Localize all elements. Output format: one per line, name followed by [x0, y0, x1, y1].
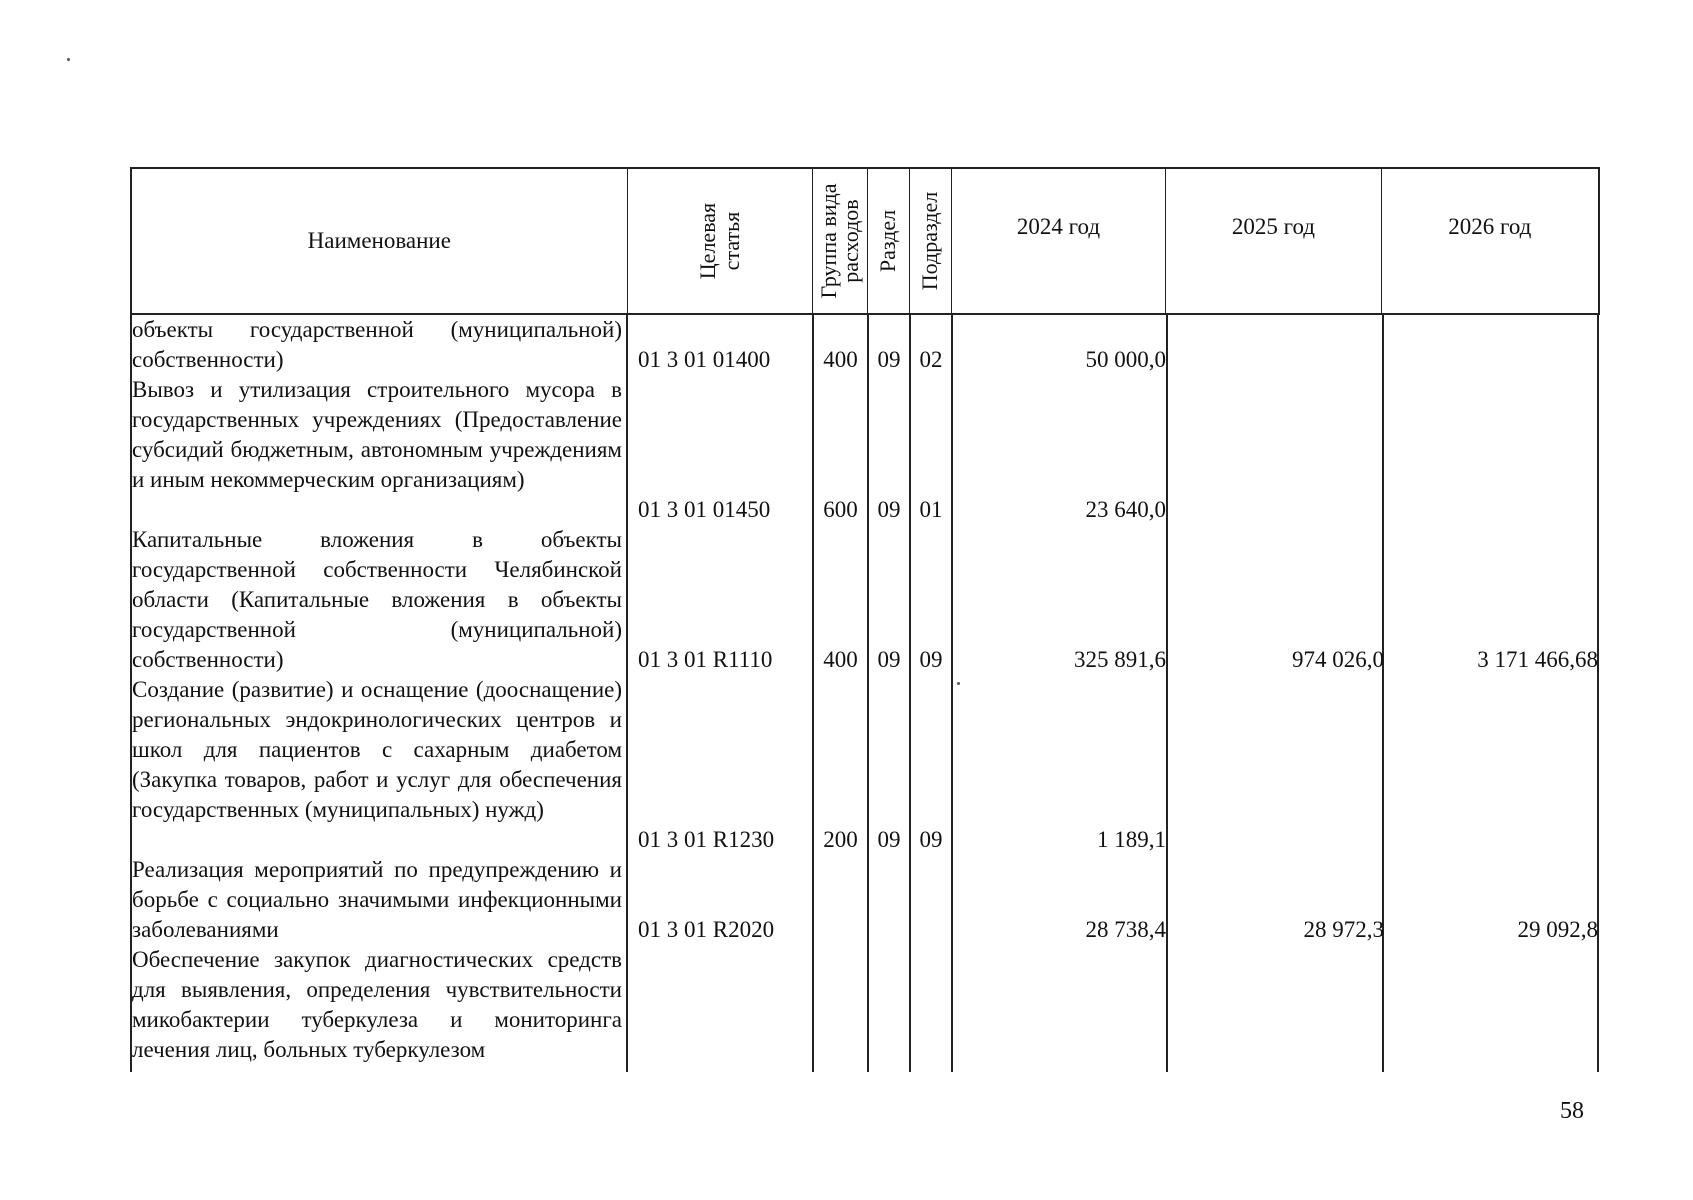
header-2026-cell: [1382, 169, 1598, 313]
page-number: 58: [1560, 1098, 1584, 1124]
row-group: 400: [823, 647, 858, 672]
row-name: Создание (развитие) и оснащение (дооснащение) региональных эндокринологических центров и школ для пациентов с сахарным диабетом (Закупка товаров, работ и услуг для обеспечения государственных (муниципальных) нужд): [132, 677, 622, 822]
row-2025: 28 972,3: [1303, 917, 1384, 942]
row-2026: 3 171 466,68: [1477, 647, 1598, 672]
header-target-article: Целевая статья: [694, 202, 744, 280]
header-section: Раздел: [875, 209, 901, 273]
row-name: объекты государственной (муниципальной) собственности): [132, 317, 622, 372]
header-2025-cell: [1166, 169, 1381, 313]
row-section: 09: [877, 497, 901, 522]
table-row: [130, 315, 1600, 375]
row-section: 09: [877, 827, 901, 852]
row-2024: 50 000,0: [1085, 347, 1166, 372]
table-header: [130, 167, 1600, 315]
row-2024: 28 738,4: [1085, 917, 1166, 942]
row-code: 01 3 01 01400: [638, 347, 771, 372]
header-2024-cell: [952, 169, 1166, 313]
scan-dot: [67, 58, 70, 61]
header-name-cell: [132, 169, 628, 313]
header-2025: 2025 год: [1231, 213, 1315, 239]
table-body: [130, 315, 1600, 1072]
row-group: 600: [823, 497, 858, 522]
row-code: 01 3 01 R1110: [638, 647, 773, 672]
header-expense-group-cell: [813, 169, 868, 313]
header-subsection-cell: [910, 169, 952, 313]
row-name: Капитальные вложения в объекты государственной собственности Челябинской области (Капитальные вложения в объекты государственной (муниципальной) собственности): [132, 527, 622, 672]
row-name: Обеспечение закупок диагностических средств для выявления, определения чувствительности микобактерии туберкулеза и мониторинга лечения лиц, больных туберкулезом: [132, 947, 622, 1062]
table-row: [130, 855, 1600, 945]
row-subsection: 01: [919, 497, 943, 522]
row-section: 09: [877, 347, 901, 372]
row-group: 400: [823, 347, 858, 372]
row-subsection: 09: [919, 647, 943, 672]
header-subsection: Подраздел: [917, 191, 943, 291]
row-2024: 1 189,1: [1097, 827, 1166, 852]
row-subsection: 09: [919, 827, 943, 852]
row-code: 01 3 01 R1230: [638, 827, 775, 852]
table-row: [130, 525, 1600, 675]
row-section: 09: [877, 647, 901, 672]
row-code: 01 3 01 R2020: [638, 917, 775, 942]
table-row: [130, 375, 1600, 525]
header-expense-group: Группа вида расходов: [816, 183, 864, 299]
header-name: Наименование: [307, 228, 451, 253]
row-name: Реализация мероприятий по предупреждению и борьбе с социально значимыми инфекционными заболеваниями: [132, 857, 622, 942]
table-row: [130, 945, 1600, 1072]
row-2024: 23 640,0: [1085, 497, 1166, 522]
header-2024: 2024 год: [1016, 213, 1101, 239]
row-group: 200: [823, 827, 858, 852]
row-2024: 325 891,6: [1074, 647, 1166, 672]
row-code: 01 3 01 01450: [638, 497, 771, 522]
header-target-article-cell: [628, 169, 814, 313]
table-row: [130, 675, 1600, 855]
row-2025: 974 026,0: [1292, 647, 1384, 672]
row-name: Вывоз и утилизация строительного мусора в государственных учреждениях (Предоставление субсидий бюджетным, автономным учреждениям и иным некоммерческим организациям): [132, 377, 622, 492]
row-subsection: 02: [919, 347, 943, 372]
header-section-cell: [868, 169, 910, 313]
row-2026: 29 092,8: [1517, 917, 1598, 942]
header-2026: 2026 год: [1448, 213, 1532, 239]
